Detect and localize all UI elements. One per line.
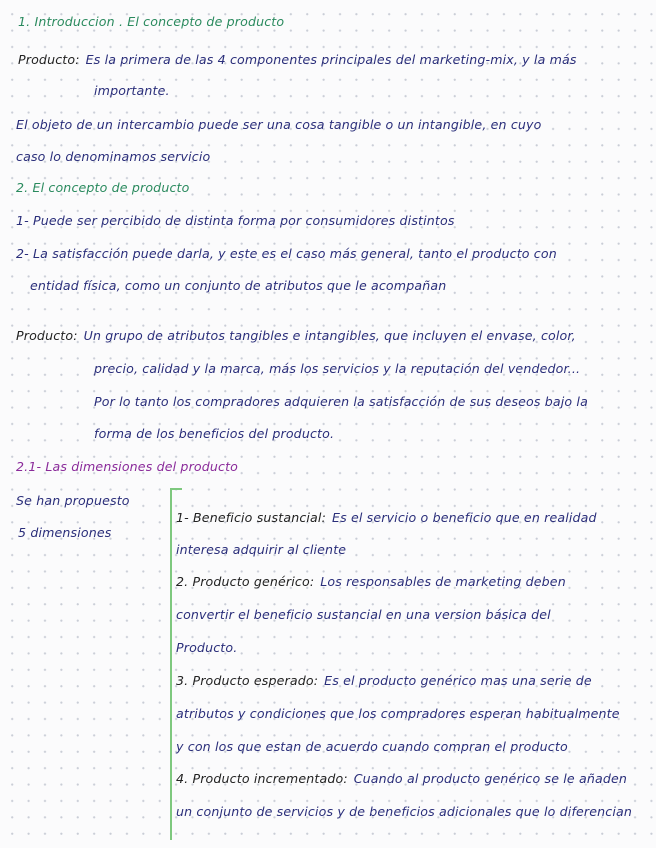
side-note-line1: Se han propuesto — [16, 493, 130, 508]
objeto-line1: El objeto de un intercambio puede ser una cosa tangible o un intangible, en cuyo — [16, 117, 542, 132]
dim3-line1 — [176, 673, 592, 688]
producto2-line1 — [16, 328, 576, 343]
producto2-line3: Por lo tanto los compradores adquieren la satisfacción de sus deseos bajo la — [94, 394, 588, 409]
producto2-line2: precio, calidad y la marca, más los servicios y la reputación del vendedor... — [94, 361, 581, 376]
producto2-line4: forma de los beneficios del producto. — [94, 426, 335, 441]
point-2-line2: entidad física, como un conjunto de atributos que le acompañan — [30, 278, 447, 293]
dim1-line1 — [176, 510, 597, 525]
dim4-line2: un conjunto de servicios y de beneficios adicionales que lo diferencian — [176, 804, 632, 819]
point-1: 1- Puede ser percibido de distinta forma por consumidores distintos — [16, 213, 455, 228]
side-note-line2: 5 dimensiones — [18, 525, 112, 540]
producto2-text1: Un grupo de atributos tangibles e intangibles, que incluyen el envase, color, — [83, 328, 576, 343]
dim4-label: 4. Producto incrementado: — [176, 771, 348, 786]
producto-def-text1: Es la primera de las 4 componentes principales del marketing-mix, y la más — [85, 52, 577, 67]
heading-dimensiones: 2.1- Las dimensiones del producto — [16, 459, 239, 474]
dim3-label: 3. Producto esperado: — [176, 673, 319, 688]
dim4-line1 — [176, 771, 627, 786]
objeto-line2: caso lo denominamos servicio — [16, 149, 211, 164]
dim1-line2: interesa adquirir al cliente — [176, 542, 347, 557]
dim2-line1 — [176, 574, 566, 589]
point-2-line1: 2- La satisfacción puede darla, y este es el caso más general, tanto el producto con — [16, 246, 557, 261]
dim2-text1: Los responsables de marketing deben — [320, 574, 566, 589]
dim3-line2: atributos y condiciones que los compradores esperan habitualmente — [176, 706, 620, 721]
dimensions-bracket — [170, 488, 182, 840]
dim4-text1: Cuando al producto genérico se le añaden — [353, 771, 628, 786]
producto-definition-line1 — [18, 52, 577, 67]
producto-definition-line2: importante. — [94, 83, 170, 98]
dim3-text1: Es el producto genérico mas una serie de — [324, 673, 592, 688]
dim3-line3: y con los que estan de acuerdo cuando compran el producto — [176, 739, 568, 754]
dim2-line2: convertir el beneficio sustancial en una version básica del — [176, 607, 551, 622]
dim2-line3: Producto. — [176, 640, 238, 655]
dim1-label: 1- Beneficio sustancial: — [176, 510, 326, 525]
heading-introduccion: 1. Introduccion . El concepto de producto — [18, 14, 285, 29]
heading-concepto: 2. El concepto de producto — [16, 180, 190, 195]
dim1-text1: Es el servicio o beneficio que en realidad — [331, 510, 597, 525]
producto-label: Producto: — [18, 52, 80, 67]
dim2-label: 2. Producto genérico: — [176, 574, 315, 589]
producto2-label: Producto: — [16, 328, 78, 343]
